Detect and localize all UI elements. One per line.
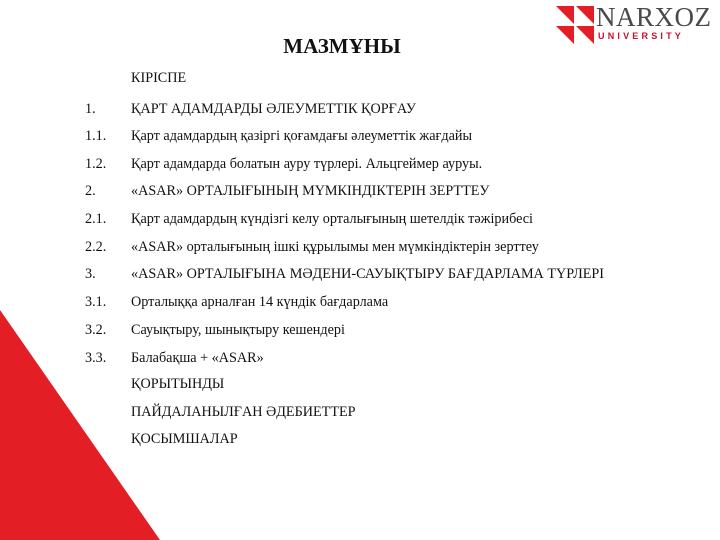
- toc-entry: [0, 431, 720, 453]
- logo-name: NARXOZ: [596, 2, 712, 32]
- toc-entry-text: Қарт адамдардың күндізгі келу орталығының шетелдік тәжірибесі: [131, 211, 533, 227]
- toc-entry: [0, 128, 720, 150]
- toc-entry: [0, 322, 720, 344]
- toc-entry: [0, 70, 720, 92]
- toc-entry-text: Орталыққа арналған 14 күндік бағдарлама: [131, 294, 389, 310]
- toc-entry-text: ҚОРЫТЫНДЫ: [131, 376, 225, 392]
- toc-entry-text: «ASAR» орталығының ішкі құрылымы мен мүмкіндіктерін зерттеу: [131, 239, 539, 255]
- toc-entry-number: 2.2.: [85, 239, 107, 255]
- toc-entry-text: Сауықтыру, шынықтыру кешендері: [131, 322, 345, 338]
- toc-entry: [0, 294, 720, 316]
- toc-entry-text: ПАЙДАЛАНЫЛҒАН ӘДЕБИЕТТЕР: [131, 404, 356, 420]
- toc-entry-number: 3.1.: [85, 294, 107, 310]
- toc-entry: [0, 239, 720, 261]
- toc-entry-number: 2.: [85, 183, 96, 199]
- toc-entry: [0, 101, 720, 123]
- toc-entry-text: ҚАРТ АДАМДАРДЫ ӘЛЕУМЕТТІК ҚОРҒАУ: [131, 101, 416, 117]
- toc-entry: [0, 404, 720, 426]
- toc-entry: [0, 376, 720, 398]
- toc-entry-text: ҚОСЫМШАЛАР: [131, 431, 238, 447]
- toc-entry-text: «ASAR» ОРТАЛЫҒЫНА МӘДЕНИ-САУЫҚТЫРУ БАҒДАРЛАМА ТҮРЛЕРІ: [131, 266, 604, 282]
- toc-entry-number: 1.2.: [85, 156, 107, 172]
- toc-entry-text: «ASAR» ОРТАЛЫҒЫНЫҢ МҮМКІНДІКТЕРІН ЗЕРТТЕУ: [131, 183, 490, 199]
- toc-entry: [0, 183, 720, 205]
- toc-entry: [0, 350, 720, 372]
- toc-entry-number: 3.: [85, 266, 96, 282]
- toc-entry-number: 1.1.: [85, 128, 107, 144]
- page-title: МАЗМҰНЫ: [283, 34, 401, 58]
- toc-entry-text: КІРІСПЕ: [131, 70, 187, 86]
- logo-subtitle: UNIVERSITY: [598, 31, 685, 41]
- toc-entry-number: 2.1.: [85, 211, 107, 227]
- toc-entry: [0, 266, 720, 288]
- toc-entry-number: 3.3.: [85, 350, 107, 366]
- toc-entry: [0, 156, 720, 178]
- toc-entry-number: 1.: [85, 101, 96, 117]
- toc-entry-text: Балабақша + «ASAR»: [131, 350, 264, 366]
- toc-entry: [0, 211, 720, 233]
- toc-entry-number: 3.2.: [85, 322, 107, 338]
- toc-entry-text: Қарт адамдардың қазіргі қоғамдағы әлеуметтік жағдайы: [131, 128, 472, 144]
- toc-entry-text: Қарт адамдарда болатын ауру түрлері. Альцгеймер ауруы.: [131, 156, 483, 172]
